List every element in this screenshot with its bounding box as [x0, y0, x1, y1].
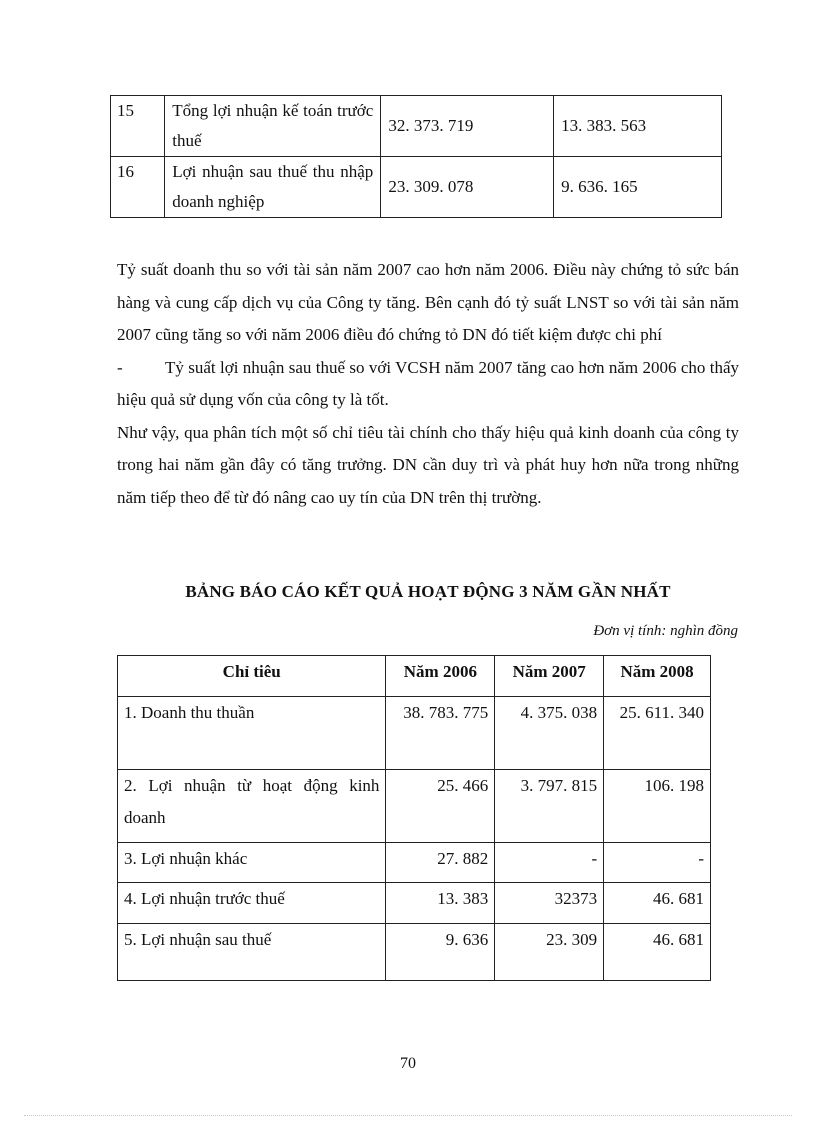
value-2007: 32373 — [495, 883, 604, 924]
paragraph-conclusion: Như vậy, qua phân tích một số chỉ tiêu tài chính cho thấy hiệu quả kinh doanh của công ty trong hai năm gần đây có tăng trưởng. DN cần duy trì và phát huy hơn nữa trong những năm tiếp theo để từ đó nâng cao uy tín của DN trên thị trường. — [117, 422, 739, 507]
page-number: 70 — [400, 1055, 416, 1072]
value-2008: 46. 681 — [604, 883, 711, 924]
value-2008: 46. 681 — [604, 924, 711, 981]
table-row — [111, 157, 722, 218]
results-3-years-table — [117, 655, 711, 981]
value-2006: 9. 636 — [386, 924, 495, 981]
paragraph-bullet-continuation: hiệu quả sử dụng vốn của công ty là tốt. — [117, 390, 389, 409]
value-2008: 106. 198 — [604, 770, 711, 843]
row-index: 15 — [111, 96, 165, 157]
row-value-2006: 13. 383. 563 — [554, 96, 722, 157]
value-2007: 23. 309 — [495, 924, 604, 981]
value-2006: 13. 383 — [386, 883, 495, 924]
table-row — [118, 843, 711, 883]
indicator-name: 5. Lợi nhuận sau thuế — [118, 924, 386, 981]
value-2008: 25. 611. 340 — [604, 697, 711, 770]
table-row — [118, 770, 711, 843]
row-label: Lợi nhuận sau thuế thu nhập doanh nghiệp — [165, 157, 381, 218]
row-value-2007: 23. 309. 078 — [381, 157, 554, 218]
bullet-item — [117, 352, 739, 385]
value-2007: 4. 375. 038 — [495, 697, 604, 770]
section-title: BẢNG BÁO CÁO KẾT QUẢ HOẠT ĐỘNG 3 NĂM GẦN NHẤT — [185, 582, 671, 601]
table-row — [118, 883, 711, 924]
header-2006: Năm 2006 — [386, 656, 495, 697]
header-2007: Năm 2007 — [495, 656, 604, 697]
bullet-text-head: Tỷ suất lợi nhuận sau thuế so với VCSH năm 2007 tăng cao hơn năm 2006 cho thấy — [165, 357, 739, 377]
row-label: Tổng lợi nhuận kế toán trước thuế — [165, 96, 381, 157]
page-edge-divider — [24, 1115, 792, 1116]
financial-indicators-table-continued — [110, 95, 722, 218]
indicator-name: 3. Lợi nhuận khác — [118, 843, 386, 883]
header-2008: Năm 2008 — [604, 656, 711, 697]
indicator-name: 2. Lợi nhuận từ hoạt động kinh doanh — [118, 770, 386, 843]
table-row — [118, 697, 711, 770]
value-2006: 38. 783. 775 — [386, 697, 495, 770]
row-index: 16 — [111, 157, 165, 218]
unit-note: Đơn vị tính: nghìn đồng — [593, 623, 738, 639]
table-header-row — [118, 656, 711, 697]
value-2007: 3. 797. 815 — [495, 770, 604, 843]
value-2006: 25. 466 — [386, 770, 495, 843]
value-2008: - — [604, 843, 711, 883]
row-value-2006: 9. 636. 165 — [554, 157, 722, 218]
header-indicator: Chỉ tiêu — [118, 656, 386, 697]
table-row — [118, 924, 711, 981]
analysis-text — [117, 254, 739, 514]
row-value-2007: 32. 373. 719 — [381, 96, 554, 157]
value-2007: - — [495, 843, 604, 883]
indicator-name: 1. Doanh thu thuần — [118, 697, 386, 770]
indicator-name: 4. Lợi nhuận trước thuế — [118, 883, 386, 924]
bullet-dash: - — [117, 357, 123, 377]
table-row — [111, 96, 722, 157]
value-2006: 27. 882 — [386, 843, 495, 883]
paragraph-asset-turnover: Tỷ suất doanh thu so với tài sản năm 2007 cao hơn năm 2006. Điều này chứng tỏ sức bán hàng và cung cấp dịch vụ của Công ty tăng. Bên cạnh đó tỷ suất LNST so với tài sản năm 2007 cũng tăng so với năm 2006 điều đó chứng tỏ DN đó tiết kiệm được chi phí — [117, 260, 739, 344]
